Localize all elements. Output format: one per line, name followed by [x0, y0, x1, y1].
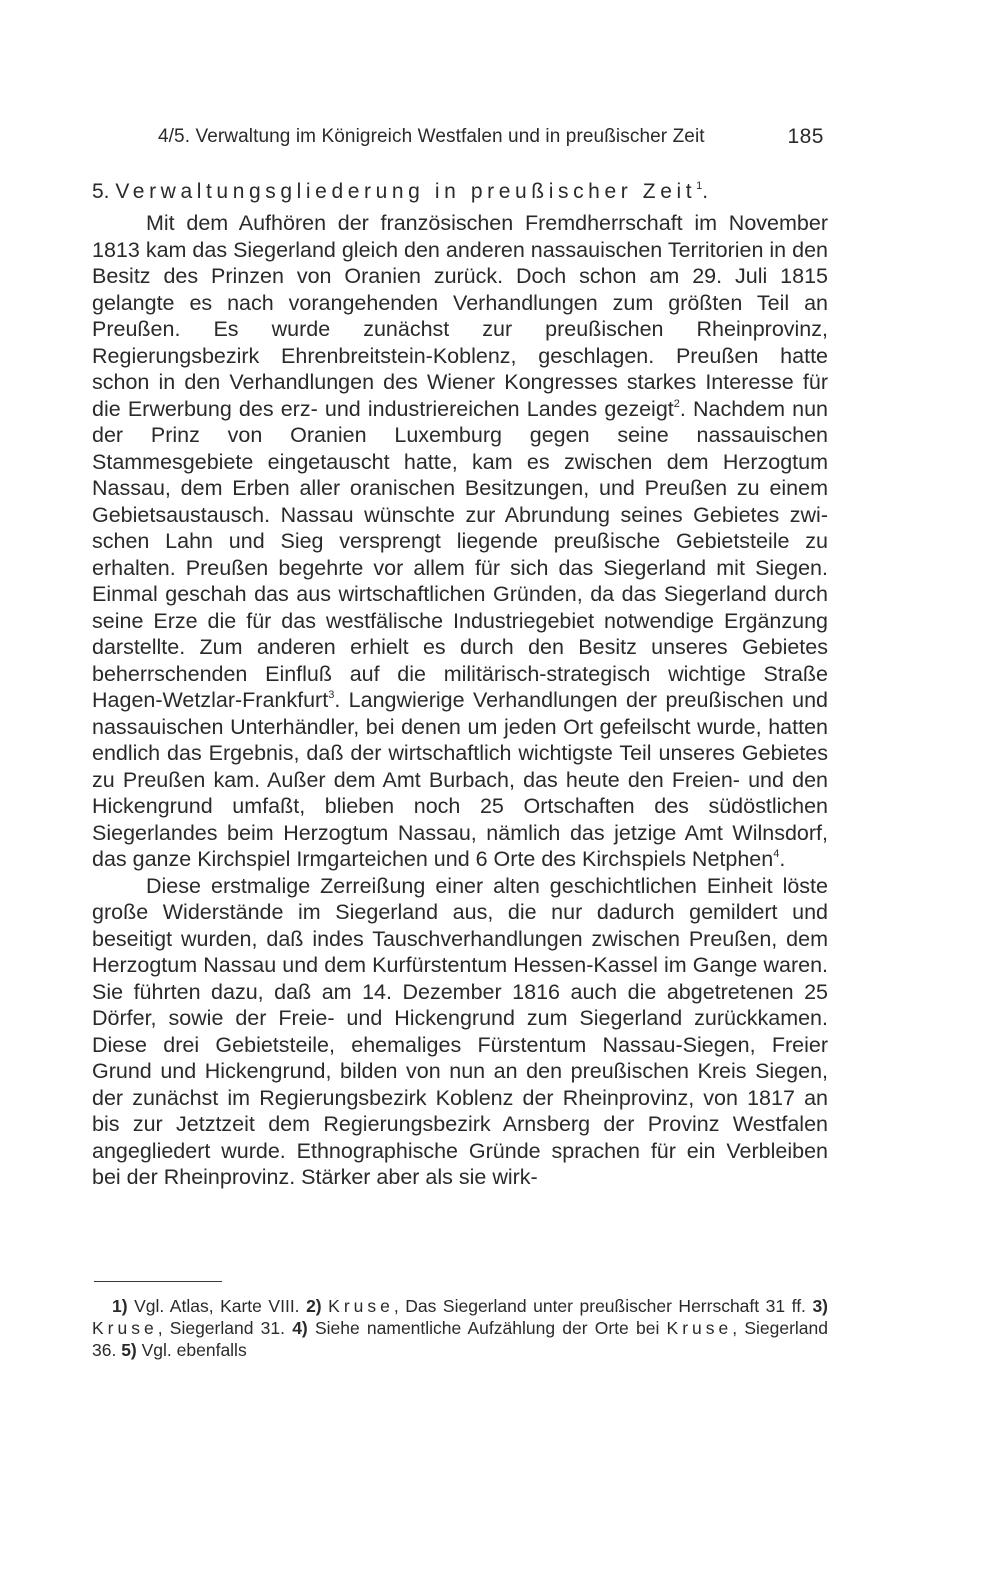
page-number: 185 — [787, 125, 824, 148]
footnote-text: , Siegerland 31. — [157, 1318, 293, 1338]
author-name: Kruse — [92, 1318, 158, 1338]
paragraph-2: Diese erstmalige Zerreißung einer alten geschichtlichen Einheit löste große Widerstände im Siegerland aus, die nur dadurch gemildert und beseitigt wurden, daß indes Tauschverhandlungen zwischen Preußen, dem Herzogtum Nassau und dem Kurfürstentum Hessen-Kassel im Gange waren. Sie führten dazu, daß am 14. Dezember 1816 auch die abgetretenen 25 Dörfer, sowie der Freie- und Hickengrund zum Siegerland zurückkamen. Diese drei Gebietsteile, ehemaliges Fürstentum Nassau-Siegen, Freier Grund und Hickengrund, bilden von nun an den preußischen Kreis Siegen, der zunächst im Regierungsbezirk Koblenz der Rheinprovinz, von 1817 an bis zur Jetztzeit dem Regierungsbezirk Arnsberg der Provinz Westfalen angegliedert wurde. Ethnographische Gründe sprachen für ein Verbleiben bei der Rheinprovinz. Stärker aber als sie wirk- — [92, 873, 828, 1189]
footnote-number: 1) — [112, 1296, 128, 1316]
paragraph-1-part-1: Mit dem Aufhören der französischen Fremdherrschaft im November 1813 kam das Siegerland gleich den anderen nassauischen Territorien in den Besitz des Prinzen von Oranien zurück. Doch schon am 29. Juli 1815 gelangte es nach vorangehenden Verhandlungen zum größten Teil an Preußen. Es wurde zunächst zur preußischen Rheinprovinz, Regierungsbezirk Ehrenbreitstein-Koblenz, geschlagen. Preußen hatte schon in den Verhandlungen des Wiener Kongresses starkes Interesse für die Erwerbung des erz- und industriereichen Landes gezeigt — [92, 211, 828, 421]
footnote-number: 4) — [292, 1318, 308, 1338]
footnote-ref: 4 — [773, 848, 780, 860]
paragraph-1 — [92, 210, 828, 873]
footnote-text: Vgl. Atlas, Karte VIII. — [127, 1296, 307, 1316]
running-head-title: 4/5. Verwaltung im Königreich Westfalen und in preußischer Zeit — [158, 126, 705, 147]
footnote-text: , Siegerland 36. — [92, 1318, 828, 1360]
footnote-ref: 3 — [328, 689, 335, 701]
footnote-text: Siehe namentliche Aufzählung der Orte bei — [307, 1318, 667, 1338]
paragraph-1-part-3: . Langwierige Verhandlungen der preußischen und nassauischen Unterhändler, bei denen um jeden Ort gefeilscht wurde, hatten endlich das Ergebnis, daß der wirtschaftlich wichtigste Teil unseres Gebietes zu Preußen kam. Außer dem Amt Burbach, das heute den Freien- und den Hickengrund umfaßt, blieben noch 25 Ortschaften des südöstlichen Siegerlandes beim Herzogtum Nassau, nämlich das jetzige Amt Wilnsdorf, das ganze Kirchspiel Irmgarteichen und 6 Orte des Kirchspiels Netphen — [92, 688, 828, 871]
author-name: Kruse — [328, 1296, 394, 1316]
footnote-number: 2) — [306, 1296, 322, 1316]
footnote-text: , Das Siegerland unter preußischer Herrschaft 31 ff. — [393, 1296, 813, 1316]
section-number: 5. — [92, 180, 110, 203]
footnote-number: 5) — [121, 1340, 137, 1360]
book-page — [92, 0, 828, 1576]
footnote-number: 3) — [812, 1296, 828, 1316]
running-head — [92, 122, 828, 152]
footnote-divider — [94, 1281, 222, 1282]
footnote-block — [92, 1295, 828, 1361]
section-heading-end: . — [702, 180, 709, 203]
footnotes — [92, 1295, 828, 1361]
body-text — [92, 210, 828, 1191]
footnote-ref: 1 — [696, 180, 703, 192]
paragraph-1-part-2: . Nachdem nun der Prinz von Oranien Luxemburg gegen seine nassauischen Stammesgebiete eingetauscht hatte, kam es zwischen dem Herzogtum Nassau, dem Erben aller oranischen Besitzungen, und Preußen zu einem Gebietsaustausch. Nassau wünschte zur Abrundung seines Gebietes zwischen Lahn und Sieg versprengt liegende preußische Gebietsteile zu erhalten. Preußen begehrte vor allem für sich das Siegerland mit Siegen. Einmal geschah das aus wirtschaftlichen Gründen, da das Siegerland durch seine Erze die für das westfälische Industriegebiet notwendige Ergänzung darstellte. Zum anderen erhielt es durch den Besitz unseres Gebietes beherrschenden Einfluß auf die militärisch-strategisch wichtige Straße Hagen-Wetzlar-Frankfurt — [92, 396, 829, 712]
footnote-text: Vgl. ebenfalls — [136, 1340, 247, 1360]
footnote-ref: 2 — [673, 397, 680, 410]
section-heading — [92, 178, 828, 206]
section-title: Verwaltungsgliederung in preußischer Zeit — [115, 180, 697, 203]
paragraph-1-part-4: . — [779, 847, 786, 871]
author-name: Kruse — [666, 1318, 733, 1338]
